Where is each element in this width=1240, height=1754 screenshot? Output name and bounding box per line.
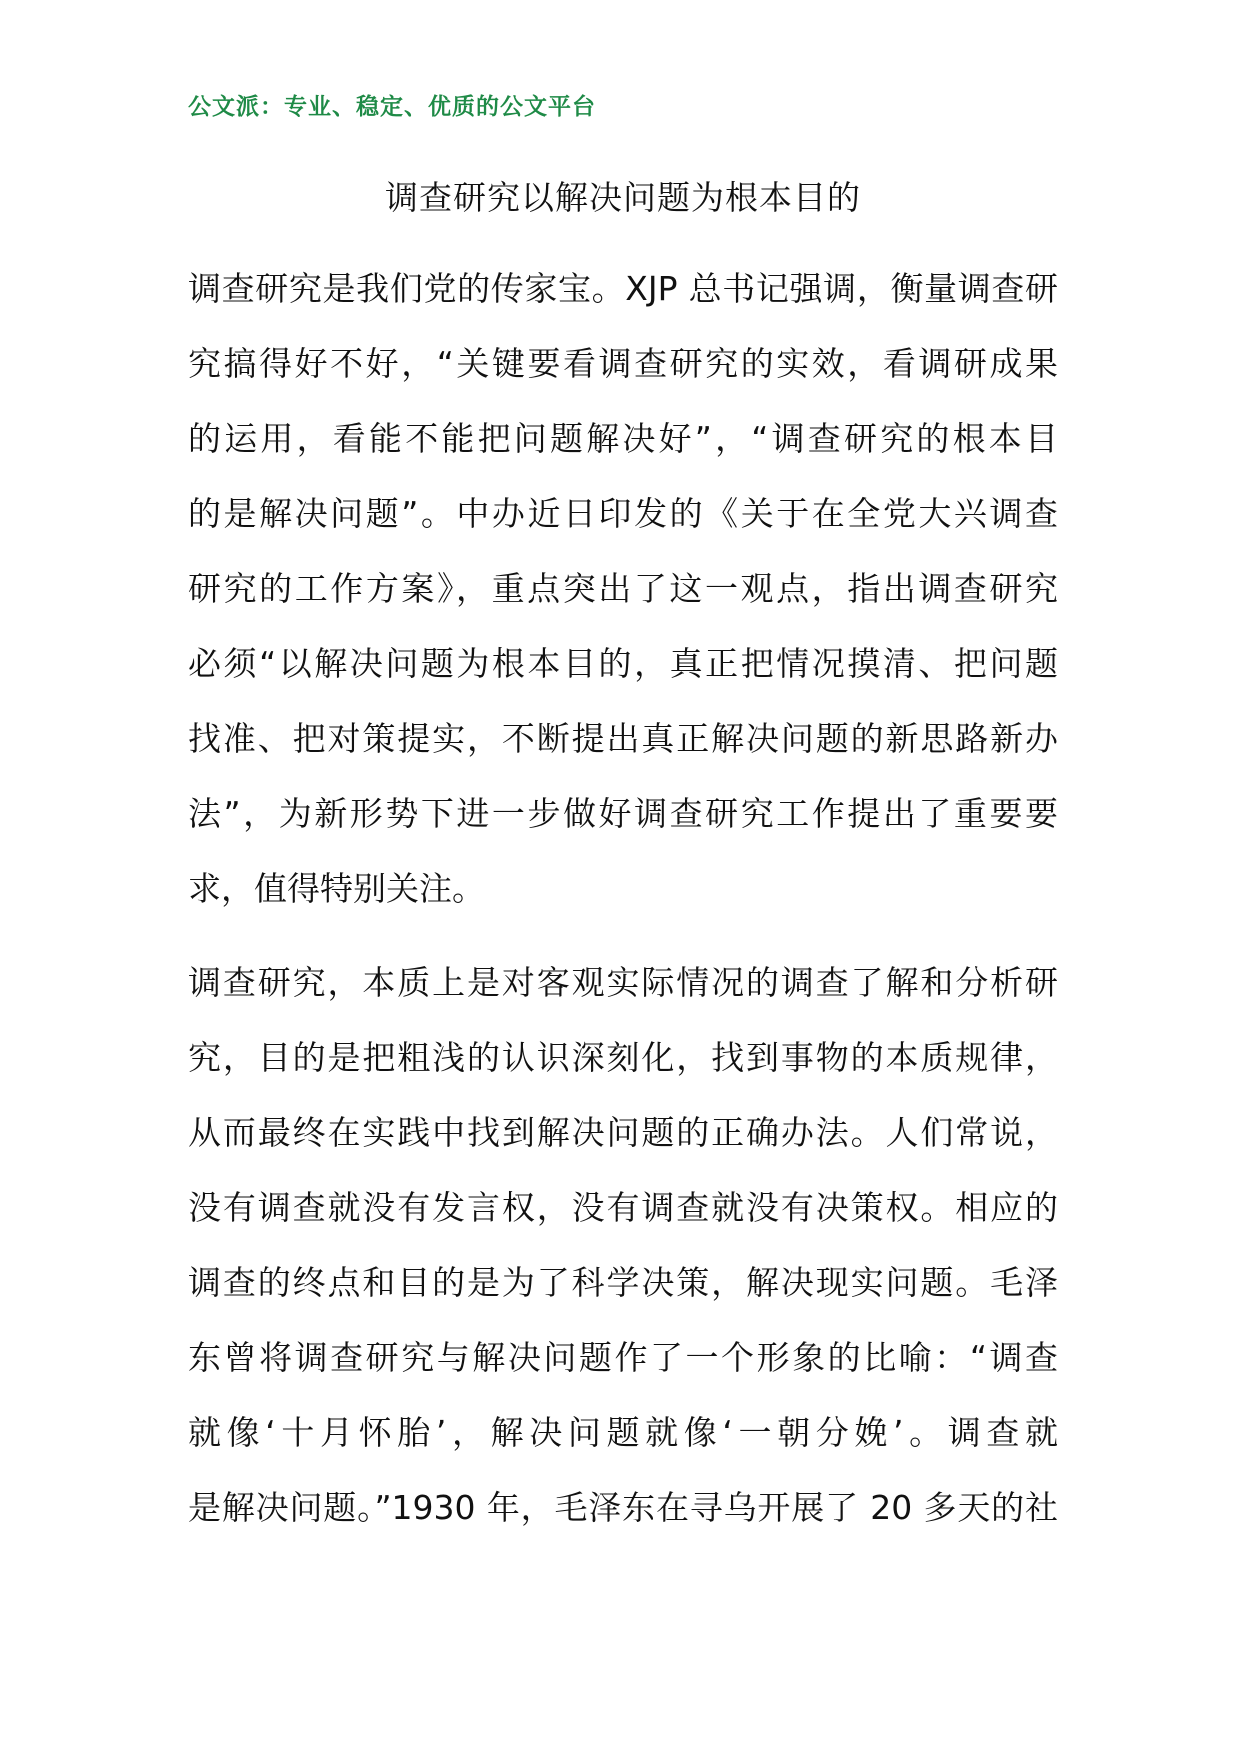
text-line: 法”，为新形势下进一步做好调查研究工作提出了重要要 [188,794,1058,833]
text-line: 究搞得好不好，“关键要看调查研究的实效，看调研成果 [188,344,1058,383]
text-line: 从而最终在实践中找到解决问题的正确办法。人们常说， [188,1113,1058,1152]
paragraph [188,945,1058,1545]
text-line: 就像‘十月怀胎’，解决问题就像‘一朝分娩’。调查就 [188,1413,1058,1452]
text-line: 究，目的是把粗浅的认识深刻化，找到事物的本质规律， [188,1038,1058,1077]
text-line: 调查研究是我们党的传家宝。XJP 总书记强调，衡量调查研 [188,269,1058,308]
text-line: 没有调查就没有发言权，没有调查就没有决策权。相应的 [188,1188,1058,1227]
text-line: 的运用，看能不能把问题解决好”，“调查研究的根本目 [188,419,1058,458]
document-title: 调查研究以解决问题为根本目的 [385,178,861,217]
paragraph [188,251,1058,926]
text-line: 调查的终点和目的是为了科学决策，解决现实问题。毛泽 [188,1263,1058,1302]
text-line: 东曾将调查研究与解决问题作了一个形象的比喻：“调查 [188,1338,1058,1377]
text-line: 找准、把对策提实，不断提出真正解决问题的新思路新办 [188,719,1058,758]
text-line: 必须“以解决问题为根本目的，真正把情况摸清、把问题 [188,644,1058,683]
text-line: 是解决问题。”1930 年，毛泽东在寻乌开展了 20 多天的社 [188,1488,1058,1527]
text-line: 求，值得特别关注。 [188,869,485,908]
header-brand: 公文派：专业、稳定、优质的公文平台 [188,93,596,120]
text-line: 调查研究，本质上是对客观实际情况的调查了解和分析研 [188,963,1058,1002]
text-line: 的是解决问题”。中办近日印发的《关于在全党大兴调查 [188,494,1058,533]
text-line: 研究的工作方案》，重点突出了这一观点，指出调查研究 [188,569,1058,608]
